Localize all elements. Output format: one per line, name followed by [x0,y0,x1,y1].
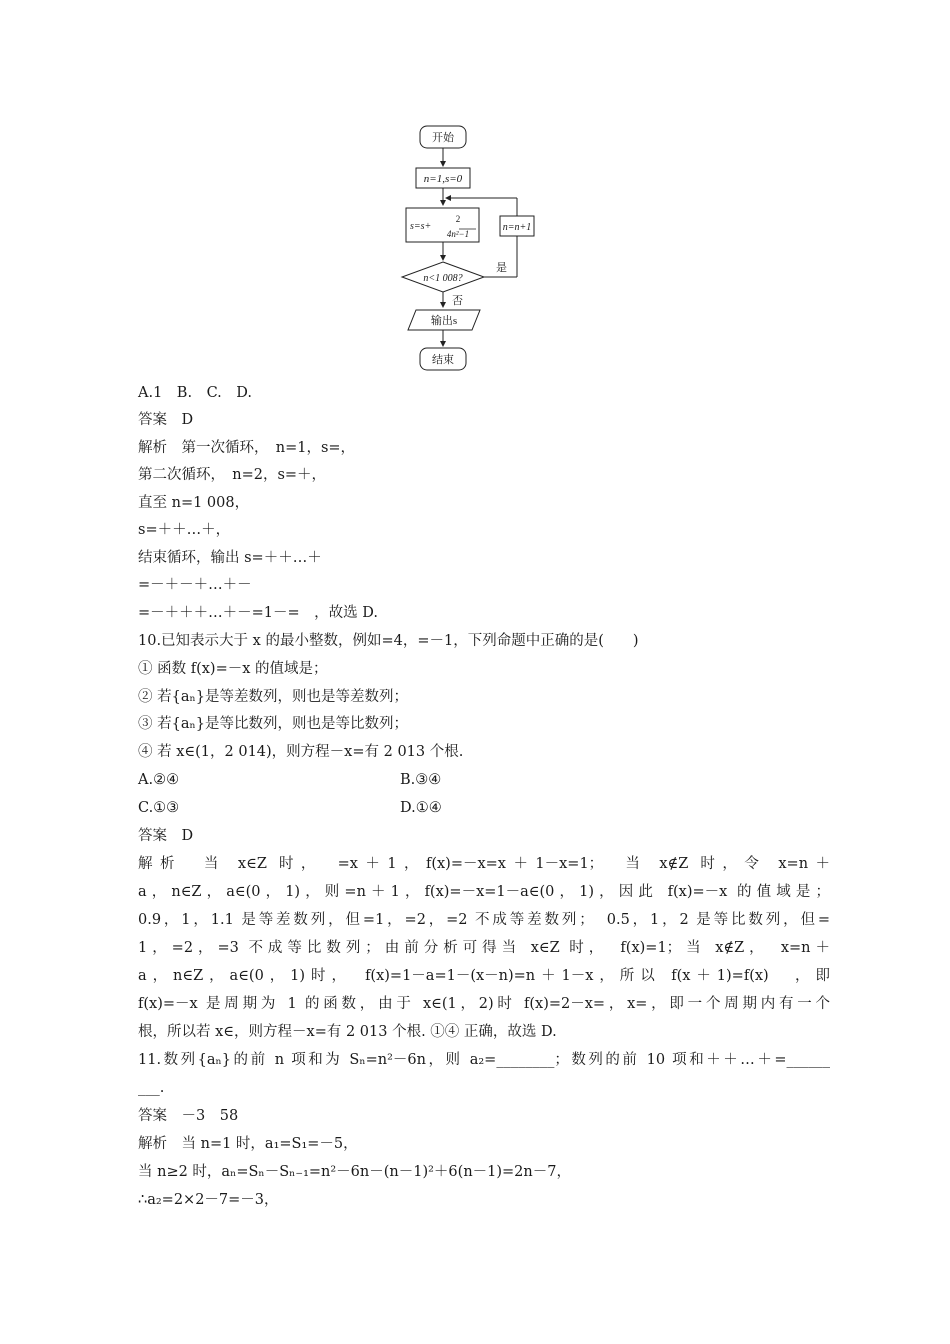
q10-option-a: A.②④ [138,772,180,788]
flow-output-label: 输出s [430,315,458,327]
q11-answer: 答案 －3 58 [138,1108,239,1124]
flow-condition-label: n<1 008? [423,273,463,284]
q11-analysis-line-1: 解析 当 n=1 时，a₁=S₁=－5， [138,1136,358,1152]
q11-stem-continued: ___. [138,1080,165,1096]
q10-statement-1: ① 函数 f(x)=－x 的值域是； [138,661,328,677]
q10-statement-4: ④ 若 x∈(1，2 014)，则方程－x=有 2 013 个根. [138,744,464,760]
q10-option-c: C.①③ [138,800,180,816]
q10-stem: 10.已知表示大于 x 的最小整数，例如=4，=－1，下列命题中正确的是( ) [138,633,639,649]
q10-analysis-line-2: a，n∈Z，a∈(0，1)，则=n＋1，f(x)=－x=1－a∈(0，1)，因此 f(x)=－x 的值域是； [138,884,830,900]
q11-analysis-line-3: ∴a₂=2×2－7=－3， [138,1192,279,1208]
q9-analysis-line-2: 第二次循环， n=2，s=＋， [138,467,327,483]
q10-statement-2: ② 若{aₙ}是等差数列，则也是等差数列； [138,689,408,705]
flow-start-label: 开始 [432,132,454,144]
q10-analysis-line-3: 0.9，1，1.1 是等差数列，但=1，=2，=2 不成等差数列； 0.5，1，2 是等比数列，但= [138,912,830,928]
flowchart-graphic [396,120,536,375]
q9-analysis-line-4: s=＋＋…＋， [138,522,231,538]
q9-analysis-line-7: =－＋＋＋…＋－=1－= ，故选 D. [138,605,378,621]
q10-option-row-1 [138,770,830,790]
q11-analysis-line-2: 当 n≥2 时，aₙ=Sₙ－Sₙ₋₁=n²－6n－(n－1)²＋6(n－1)=2n－7， [138,1164,571,1180]
q9-analysis-line-1: 解析 第一次循环， n=1，s=， [138,440,356,456]
flow-update-prefix: s=s+ [410,221,432,232]
q10-analysis-line-5: a，n∈Z，a∈(0，1)时， f(x)=1－a=1－(x－n)=n＋1－x，所以 f(x＋1)=f(x) ，即 [138,968,830,984]
flow-increment-label: n=n+1 [502,222,532,233]
q9-analysis-line-5: 结束循环，输出 s=＋＋…＋ [138,550,322,566]
q10-option-d: D.①④ [400,800,442,816]
flow-yes-label: 是 [496,262,507,274]
q10-analysis-line-7: 根，所以若 x∈，则方程－x=有 2 013 个根. ①④ 正确，故选 D. [138,1024,557,1040]
q10-option-row-2 [138,798,830,818]
q9-options: A.1 B. C. D. [138,385,252,401]
q9-analysis-line-6: =－＋－＋…＋－ [138,577,252,593]
q10-statement-3: ③ 若{aₙ}是等比数列，则也是等比数列； [138,716,408,732]
q11-stem: 11.数列{aₙ}的前 n 项和为 Sₙ=n²－6n，则 a₂=________；数列的前 10 项和＋＋…＋=______ [138,1052,830,1068]
flow-init-label: n=1,s=0 [423,173,463,185]
flow-update-den: 4n²−1 [446,229,470,239]
q10-option-b: B.③④ [400,772,442,788]
algorithm-flowchart [396,120,536,375]
q10-analysis-line-6: f(x)=－x 是周期为 1 的函数，由于 x∈(1，2)时 f(x)=2－x=，x=，即一个周期内有一个 [138,996,830,1012]
q10-analysis-line-1: 解析 当 x∈Z 时， =x＋1，f(x)=－x=x＋1－x=1； 当 x∉Z 时，令 x=n＋ [138,856,830,872]
flow-no-label: 否 [452,295,463,307]
q9-answer: 答案 D [138,412,194,428]
flow-update-num: 2 [455,214,461,224]
q10-analysis-line-4: 1，=2，=3 不成等比数列；由前分析可得当 x∈Z 时， f(x)=1；当 x∉Z， x=n＋ [138,940,830,956]
q9-analysis-line-3: 直至 n=1 008， [138,495,250,511]
q10-answer: 答案 D [138,828,194,844]
flow-end-label: 结束 [432,354,454,366]
